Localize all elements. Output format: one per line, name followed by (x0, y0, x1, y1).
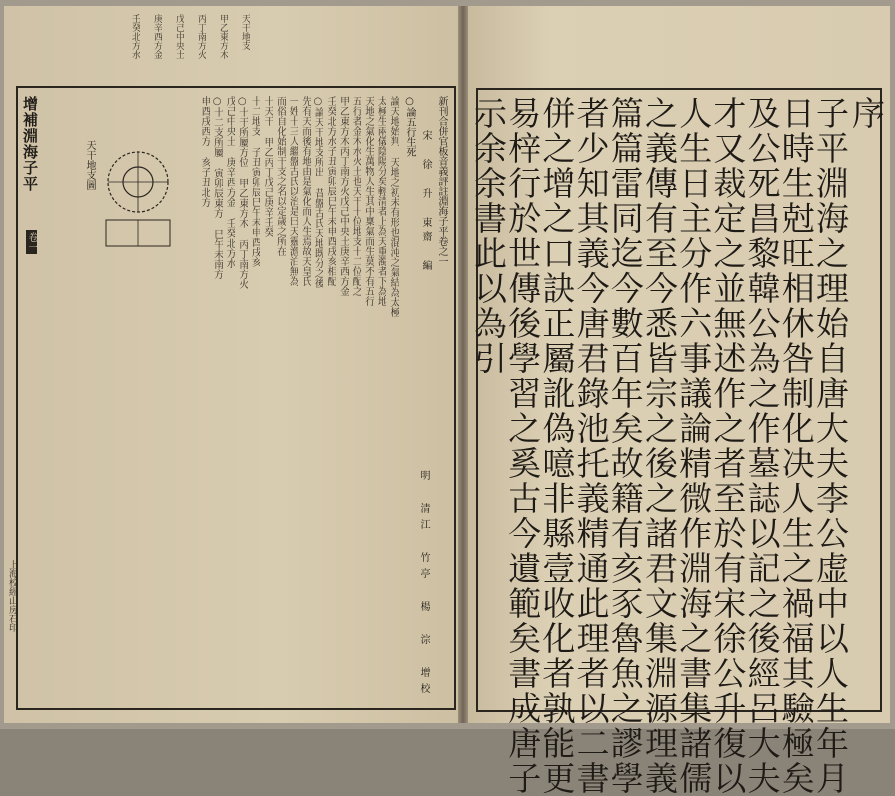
preface-column: 人生日主分作六事議論精微作淵海之書集諸儒 (674, 96, 714, 796)
body-column: 太極生兩儀陰陽分矣輕清者上為天重濁者下為地 (375, 96, 387, 306)
body-column: 五行者金木水火土也天干十位地支十二位配之 (350, 96, 362, 296)
body-column: 論天地始判 天地之初未有形也混沌之氣結為太極 (388, 96, 399, 317)
body-column: 天地之氣化生萬物人生其中稟氣而生莫不有五行 (362, 96, 374, 306)
margin-note: 壬癸北方水 (130, 14, 140, 59)
preface-column: 易梓行於世傳後學習之奚古今遺範矣書成唐子 (503, 96, 543, 796)
book-title: 新刊合併官板音義評註淵海子平卷之一 (436, 96, 447, 266)
spine-label: 增補淵海子平 (21, 96, 39, 192)
preface-column: 才又裁定之並無述作之者至於有宋徐公升復以 (708, 96, 748, 796)
body-column: 一姓十三人繼盤古氏以治是曰天靈澹泊無為 (287, 96, 299, 286)
page-footer: 上海校經山房石印 (7, 560, 17, 632)
margin-note: 甲乙東方木 (218, 14, 228, 59)
diagram-label: 天干地支圖 (84, 140, 95, 190)
body-column: 十二地支 子丑寅卯辰巳午未申酉戌亥 (249, 96, 261, 267)
body-column: 戊己中央土 庚辛西方金 壬癸北方水 (224, 96, 236, 268)
preface-title: 序 (847, 96, 886, 131)
preface-column: 子平淵海之理始自唐大夫李公虚中以人生年月 (811, 96, 850, 796)
body-column: 甲乙東方木丙丁南方火戊己中央土庚辛西方金 (337, 96, 349, 296)
editor-line: 明 清江 竹亭 楊 淙 增校 (418, 470, 429, 699)
stems-branches-diagram (100, 140, 176, 250)
preface-column: 示余余書此以為引 (469, 96, 508, 376)
margin-note: 庚辛西方金 (152, 14, 162, 59)
body-column: 壬癸北方水子丑寅卯辰巳午未申酉戌亥相配 (325, 96, 336, 286)
body-column: 先有天而後有地由是氣化而人生焉故天皇氏 (299, 96, 311, 286)
preface-column: 併之增之口訣正屬訛偽噫非縣壹收化者孰能更 (537, 96, 577, 796)
margin-note: 丙丁南方火 (196, 14, 206, 59)
book-gutter (458, 6, 468, 723)
preface-column: 之義傳有至今悉皆宗之後之諸君文集淵源理義 (640, 96, 679, 796)
body-column: 申酉戌西方 亥子丑北方 (199, 96, 210, 207)
spine-volume: 卷一 (26, 232, 37, 252)
body-column: 十天干 甲乙丙丁戊己庚辛壬癸 (262, 96, 273, 237)
preface-column: 者少知其義今唐君錄池托義精通此理者以二書 (571, 96, 611, 796)
preface-column: 日時生尅旺相休咎制化决人生之禍福其驗極矣 (776, 96, 816, 796)
body-column: 而俗自化始制干支之名以定歲之所在 (274, 96, 286, 256)
author-line: 宋 徐 升 東齋 編 (420, 130, 431, 274)
body-column: ○論天干地支所出 昔盤古氏天地既分之後 (312, 96, 324, 288)
preface-column: 篇篇雷同迄今數百年矣故籍有亥豕魯魚之謬學 (605, 96, 645, 796)
margin-note: 天干地支 (240, 14, 250, 50)
body-column: ○十干所屬方位 甲乙東方木 丙丁南方火 (236, 96, 248, 289)
body-column: ○十二支所屬 寅卯辰東方 巳午未南方 (211, 96, 223, 279)
top-rule (16, 86, 452, 87)
section-heading: ○論五行生死 (404, 96, 415, 157)
preface-column: 及公死昌黎韓公為之作墓誌以記之後經呂大夫 (742, 96, 782, 796)
margin-note: 戊己中央土 (174, 14, 184, 59)
